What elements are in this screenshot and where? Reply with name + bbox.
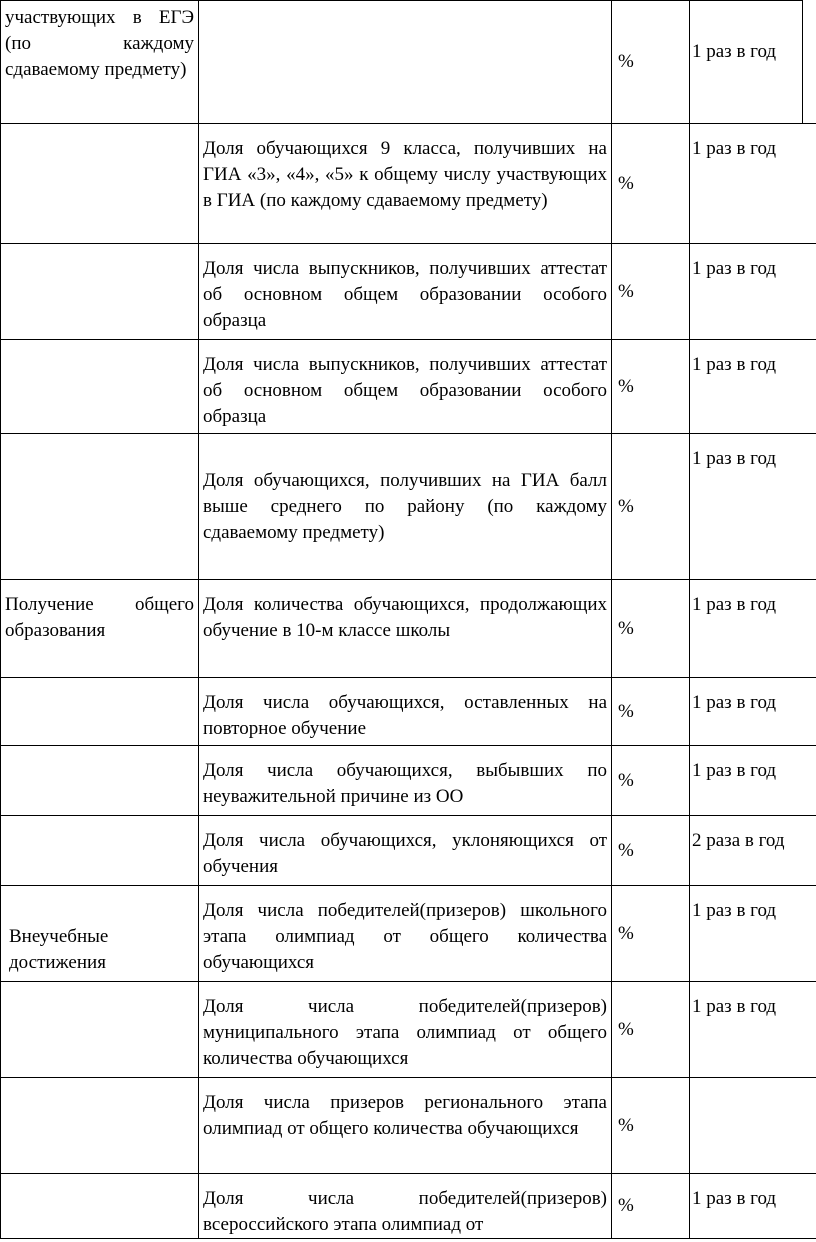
- table-row: [1, 434, 816, 580]
- area-cell: [1, 124, 199, 244]
- unit-cell: %: [612, 340, 690, 434]
- area-cell: [1, 244, 199, 340]
- frequency-cell: 1 раз в год: [690, 1, 803, 124]
- frequency-cell: 1 раз в год: [690, 1174, 816, 1239]
- unit-cell: %: [612, 124, 690, 244]
- unit-cell: %: [612, 982, 690, 1078]
- frequency-cell: 1 раз в год: [690, 746, 816, 816]
- unit-cell: %: [612, 580, 690, 678]
- area-cell: Получение общего образования: [1, 580, 199, 678]
- indicator-cell: Доля числа победителей(призеров) всероссийского этапа олимпиад от: [199, 1174, 612, 1239]
- indicator-cell: Доля числа выпускников, получивших аттестат об основном общем образовании особого образца: [199, 340, 612, 434]
- area-cell: [1, 1174, 199, 1239]
- indicator-cell: Доля обучающихся 9 класса, получивших на ГИА «3», «4», «5» к общему числу участвующих в ГИА (по каждому сдаваемому предмету): [199, 124, 612, 244]
- frequency-cell: 1 раз в год: [690, 434, 816, 580]
- frequency-cell: 1 раз в год: [690, 886, 816, 982]
- area-cell: [1, 982, 199, 1078]
- indicator-cell: Доля числа обучающихся, выбывших по неуважительной причине из ОО: [199, 746, 612, 816]
- table-row: [1, 1174, 816, 1239]
- table-row: [1, 580, 816, 678]
- indicator-cell: [199, 1, 612, 124]
- frequency-cell: 1 раз в год: [690, 340, 816, 434]
- frequency-cell: 1 раз в год: [690, 580, 816, 678]
- area-cell: [1, 746, 199, 816]
- unit-cell: %: [612, 816, 690, 886]
- area-cell: Внеучебные достижения: [1, 886, 199, 982]
- area-cell: [1, 816, 199, 886]
- area-cell: участвующих в ЕГЭ (по каждому сдаваемому предмету): [1, 1, 199, 124]
- frequency-cell: 1 раз в год: [690, 982, 816, 1078]
- table-row: [1, 746, 816, 816]
- area-cell: [1, 340, 199, 434]
- area-cell: [1, 434, 199, 580]
- unit-cell: %: [612, 1174, 690, 1239]
- unit-cell: %: [612, 746, 690, 816]
- unit-cell: %: [612, 244, 690, 340]
- indicator-cell: Доля количества обучающихся, продолжающих обучение в 10-м классе школы: [199, 580, 612, 678]
- area-cell: [1, 678, 199, 746]
- empty-cell: [803, 1, 816, 124]
- table-row: [1, 982, 816, 1078]
- frequency-cell: [690, 1078, 816, 1174]
- table-row: [1, 340, 816, 434]
- indicator-cell: Доля числа победителей(призеров) муниципального этапа олимпиад от общего количества обучающихся: [199, 982, 612, 1078]
- frequency-cell: 1 раз в год: [690, 124, 816, 244]
- table-row: [1, 678, 816, 746]
- unit-cell: %: [612, 678, 690, 746]
- unit-cell: %: [612, 886, 690, 982]
- indicator-cell: Доля числа обучающихся, оставленных на повторное обучение: [199, 678, 612, 746]
- indicator-cell: Доля обучающихся, получивших на ГИА балл выше среднего по району (по каждому сдаваемому предмету): [199, 434, 612, 580]
- indicator-cell: Доля числа обучающихся, уклоняющихся от обучения: [199, 816, 612, 886]
- unit-cell: %: [612, 434, 690, 580]
- table-row: [1, 1078, 816, 1174]
- table-row: [1, 816, 816, 886]
- table-row: [1, 1, 816, 124]
- frequency-cell: 2 раза в год: [690, 816, 816, 886]
- frequency-cell: 1 раз в год: [690, 678, 816, 746]
- table-row: [1, 886, 816, 982]
- unit-cell: %: [612, 1, 690, 124]
- table-row: [1, 244, 816, 340]
- unit-cell: %: [612, 1078, 690, 1174]
- indicator-cell: Доля числа победителей(призеров) школьного этапа олимпиад от общего количества обучающихся: [199, 886, 612, 982]
- indicator-cell: Доля числа выпускников, получивших аттестат об основном общем образовании особого образца: [199, 244, 612, 340]
- indicator-cell: Доля числа призеров регионального этапа олимпиад от общего количества обучающихся: [199, 1078, 612, 1174]
- frequency-cell: 1 раз в год: [690, 244, 816, 340]
- area-cell: [1, 1078, 199, 1174]
- table-row: [1, 124, 816, 244]
